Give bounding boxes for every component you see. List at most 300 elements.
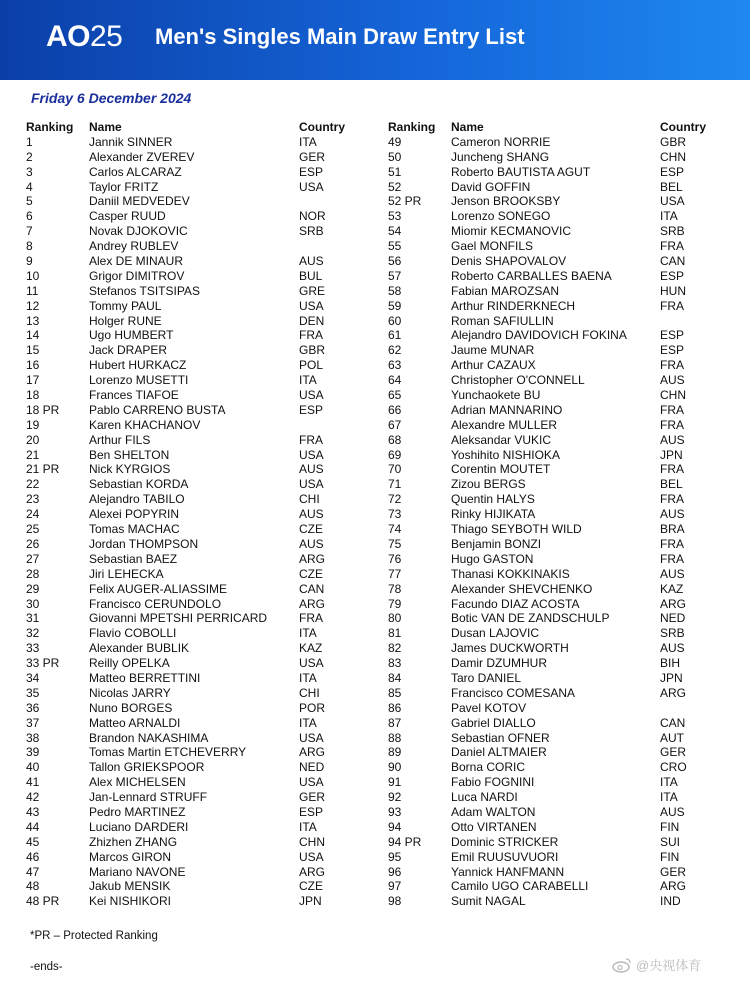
player-name: Andrey RUBLEV xyxy=(89,239,179,254)
ranking-cell: 96 xyxy=(388,864,402,879)
country-code: CZE xyxy=(299,522,323,537)
ranking-cell: 54 xyxy=(388,224,402,239)
country-code: FRA xyxy=(660,536,684,551)
ranking-cell: 84 xyxy=(388,670,402,685)
country-code: SUI xyxy=(660,834,681,849)
ranking-cell: 32 xyxy=(26,626,40,641)
ranking-cell: 5 xyxy=(26,194,33,209)
country-code: ITA xyxy=(299,715,317,730)
country-code: AUS xyxy=(660,641,685,656)
player-name: Damir DZUMHUR xyxy=(451,656,547,671)
player-name: Corentin MOUTET xyxy=(451,462,551,477)
ranking-cell: 60 xyxy=(388,313,402,328)
player-name: Pablo CARRENO BUSTA xyxy=(89,402,226,417)
player-name: Hugo GASTON xyxy=(451,551,534,566)
ranking-cell: 68 xyxy=(388,432,402,447)
player-name: Hubert HURKACZ xyxy=(89,358,187,373)
ranking-cell: 52 xyxy=(388,179,402,194)
ranking-cell: 48 xyxy=(26,879,40,894)
ranking-cell: 61 xyxy=(388,328,402,343)
country-code: ITA xyxy=(299,134,317,149)
ranking-cell: 69 xyxy=(388,447,402,462)
player-name: Sebastian OFNER xyxy=(451,730,550,745)
player-name: Brandon NAKASHIMA xyxy=(89,730,209,745)
ranking-cell: 79 xyxy=(388,596,402,611)
player-name: Aleksandar VUKIC xyxy=(451,432,552,447)
player-name: Christopher O'CONNELL xyxy=(451,373,585,388)
ranking-cell: 41 xyxy=(26,775,40,790)
player-name: Roman SAFIULLIN xyxy=(451,313,554,328)
ranking-cell: 22 xyxy=(26,477,40,492)
country-code: USA xyxy=(299,775,324,790)
header-banner xyxy=(0,0,750,80)
ranking-cell: 64 xyxy=(388,373,402,388)
country-code: ARG xyxy=(660,879,687,894)
country-code: CHI xyxy=(299,685,320,700)
ranking-header: Ranking xyxy=(26,120,74,134)
player-name: Miomir KECMANOVIC xyxy=(451,224,572,239)
player-name: Taylor FRITZ xyxy=(89,179,159,194)
country-code: CHN xyxy=(660,149,686,164)
player-name: Botic VAN DE ZANDSCHULP xyxy=(451,611,610,626)
ranking-cell: 34 xyxy=(26,670,40,685)
ranking-cell: 47 xyxy=(26,864,40,879)
ranking-cell: 33 PR xyxy=(26,656,60,671)
country-code: JPN xyxy=(660,447,683,462)
player-name: Mariano NAVONE xyxy=(89,864,186,879)
country-code: USA xyxy=(299,849,324,864)
player-name: Felix AUGER-ALIASSIME xyxy=(89,581,228,596)
player-name: Sebastian KORDA xyxy=(89,477,189,492)
country-code: ARG xyxy=(299,551,326,566)
player-name: Adam WALTON xyxy=(451,804,536,819)
country-code: HUN xyxy=(660,283,686,298)
country-code: USA xyxy=(299,656,324,671)
country-code: AUS xyxy=(299,507,324,522)
player-name: David GOFFIN xyxy=(451,179,531,194)
country-code: FRA xyxy=(660,298,684,313)
country-code: CZE xyxy=(299,566,323,581)
ranking-cell: 73 xyxy=(388,507,402,522)
ranking-cell: 21 xyxy=(26,447,40,462)
player-name: Dusan LAJOVIC xyxy=(451,626,540,641)
player-name: Frances TIAFOE xyxy=(89,388,179,403)
player-name: Tommy PAUL xyxy=(89,298,162,313)
player-name: Roberto CARBALLES BAENA xyxy=(451,268,612,283)
document-date: Friday 6 December 2024 xyxy=(31,90,192,106)
country-code: GRE xyxy=(299,283,326,298)
player-name: Jack DRAPER xyxy=(89,343,168,358)
player-name: Zhizhen ZHANG xyxy=(89,834,178,849)
country-code: POR xyxy=(299,700,326,715)
ranking-cell: 26 xyxy=(26,536,40,551)
ranking-cell: 87 xyxy=(388,715,402,730)
country-code: ARG xyxy=(299,745,326,760)
ranking-cell: 52 PR xyxy=(388,194,422,209)
player-name: Matteo BERRETTINI xyxy=(89,670,201,685)
country-code: FRA xyxy=(660,402,684,417)
country-code: USA xyxy=(299,447,324,462)
country-code: CHN xyxy=(660,388,686,403)
ranking-cell: 40 xyxy=(26,760,40,775)
player-name: Yannick HANFMANN xyxy=(451,864,565,879)
ranking-cell: 59 xyxy=(388,298,402,313)
country-code: USA xyxy=(299,388,324,403)
ranking-cell: 44 xyxy=(26,819,40,834)
player-name: Alejandro TABILO xyxy=(89,492,185,507)
ranking-cell: 13 xyxy=(26,313,40,328)
player-name: Stefanos TSITSIPAS xyxy=(89,283,200,298)
ranking-cell: 94 PR xyxy=(388,834,422,849)
ranking-cell: 18 xyxy=(26,388,40,403)
country-code: CAN xyxy=(660,715,686,730)
country-code: ESP xyxy=(660,328,685,343)
player-name: Rinky HIJIKATA xyxy=(451,507,536,522)
player-name: Lorenzo SONEGO xyxy=(451,209,551,224)
player-name: James DUCKWORTH xyxy=(451,641,569,656)
ranking-cell: 6 xyxy=(26,209,33,224)
player-name: Tallon GRIEKSPOOR xyxy=(89,760,205,775)
ranking-cell: 48 PR xyxy=(26,894,60,909)
ranking-cell: 72 xyxy=(388,492,402,507)
country-code: USA xyxy=(299,298,324,313)
country-code: AUS xyxy=(660,373,685,388)
player-name: Thanasi KOKKINAKIS xyxy=(451,566,570,581)
ranking-cell: 42 xyxy=(26,790,40,805)
country-code: CHI xyxy=(299,492,320,507)
ranking-cell: 56 xyxy=(388,254,402,269)
player-name: Adrian MANNARINO xyxy=(451,402,563,417)
ranking-cell: 12 xyxy=(26,298,40,313)
weibo-icon xyxy=(612,957,632,973)
player-name: Matteo ARNALDI xyxy=(89,715,181,730)
ranking-cell: 11 xyxy=(26,283,39,298)
ranking-cell: 65 xyxy=(388,388,402,403)
ranking-cell: 21 PR xyxy=(26,462,60,477)
ranking-cell: 17 xyxy=(26,373,40,388)
ao25-logo: AO25 xyxy=(46,20,123,53)
player-name: Jan-Lennard STRUFF xyxy=(89,790,208,805)
player-name: Daniil MEDVEDEV xyxy=(89,194,190,209)
ranking-cell: 93 xyxy=(388,804,402,819)
country-code: NED xyxy=(660,611,686,626)
country-code: CZE xyxy=(299,879,323,894)
country-code: FRA xyxy=(660,417,684,432)
country-code: ITA xyxy=(299,819,317,834)
player-name: Carlos ALCARAZ xyxy=(89,164,182,179)
ranking-cell: 3 xyxy=(26,164,33,179)
country-code: SRB xyxy=(660,224,685,239)
ranking-cell: 27 xyxy=(26,551,40,566)
country-code: AUS xyxy=(299,254,324,269)
player-name: Lorenzo MUSETTI xyxy=(89,373,189,388)
ranking-cell: 25 xyxy=(26,522,40,537)
player-name: Casper RUUD xyxy=(89,209,166,224)
ranking-cell: 14 xyxy=(26,328,40,343)
country-code: ITA xyxy=(299,626,317,641)
ranking-cell: 46 xyxy=(26,849,40,864)
country-code: AUT xyxy=(660,730,684,745)
player-name: Yunchaokete BU xyxy=(451,388,541,403)
player-name: Alexander SHEVCHENKO xyxy=(451,581,593,596)
country-code: FRA xyxy=(660,492,684,507)
player-name: Grigor DIMITROV xyxy=(89,268,185,283)
player-name: Cameron NORRIE xyxy=(451,134,551,149)
country-code: ESP xyxy=(660,164,685,179)
player-name: Jiri LEHECKA xyxy=(89,566,164,581)
country-code: POL xyxy=(299,358,324,373)
country-code: AUS xyxy=(299,462,324,477)
player-name: Jenson BROOKSBY xyxy=(451,194,561,209)
ranking-cell: 1 xyxy=(26,134,33,149)
player-name: Thiago SEYBOTH WILD xyxy=(451,522,582,537)
ranking-cell: 50 xyxy=(388,149,402,164)
country-code: ESP xyxy=(660,268,685,283)
player-name: Flavio COBOLLI xyxy=(89,626,177,641)
ranking-cell: 29 xyxy=(26,581,40,596)
ranking-cell: 15 xyxy=(26,343,40,358)
country-code: GER xyxy=(660,864,687,879)
player-name: Jaume MUNAR xyxy=(451,343,535,358)
ranking-cell: 70 xyxy=(388,462,402,477)
ranking-cell: 98 xyxy=(388,894,402,909)
player-name: Zizou BERGS xyxy=(451,477,526,492)
player-name: Arthur CAZAUX xyxy=(451,358,536,373)
ranking-cell: 16 xyxy=(26,358,40,373)
ranking-cell: 67 xyxy=(388,417,402,432)
ranking-cell: 23 xyxy=(26,492,40,507)
ranking-cell: 71 xyxy=(388,477,402,492)
player-name: Alex DE MINAUR xyxy=(89,254,184,269)
ranking-cell: 18 PR xyxy=(26,402,60,417)
country-code: CHN xyxy=(299,834,325,849)
country-code: BIH xyxy=(660,656,681,671)
country-code: CAN xyxy=(660,254,686,269)
player-name: Daniel ALTMAIER xyxy=(451,745,547,760)
player-name: Gael MONFILS xyxy=(451,239,534,254)
ranking-cell: 58 xyxy=(388,283,402,298)
name-header: Name xyxy=(451,120,484,134)
name-header: Name xyxy=(89,120,122,134)
country-header: Country xyxy=(660,120,706,134)
country-code: AUS xyxy=(660,432,685,447)
watermark-text: @央视体育 xyxy=(636,958,702,973)
ranking-cell: 94 xyxy=(388,819,402,834)
country-code: USA xyxy=(660,194,685,209)
player-name: Camilo UGO CARABELLI xyxy=(451,879,589,894)
country-code: BEL xyxy=(660,477,683,492)
country-code: ITA xyxy=(299,670,317,685)
country-code: KAZ xyxy=(660,581,684,596)
ranking-cell: 88 xyxy=(388,730,402,745)
country-code: FRA xyxy=(660,551,684,566)
ranking-cell: 92 xyxy=(388,790,402,805)
country-code: BRA xyxy=(660,522,685,537)
country-code: ARG xyxy=(299,596,326,611)
ranking-cell: 82 xyxy=(388,641,402,656)
ranking-cell: 78 xyxy=(388,581,402,596)
ranking-cell: 53 xyxy=(388,209,402,224)
country-code: GBR xyxy=(299,343,326,358)
ranking-cell: 39 xyxy=(26,745,40,760)
ranking-cell: 90 xyxy=(388,760,402,775)
country-code: ESP xyxy=(299,164,324,179)
country-code: KAZ xyxy=(299,641,323,656)
player-name: Emil RUUSUVUORI xyxy=(451,849,559,864)
player-name: Taro DANIEL xyxy=(451,670,522,685)
player-name: Roberto BAUTISTA AGUT xyxy=(451,164,591,179)
ranking-cell: 19 xyxy=(26,417,40,432)
country-header: Country xyxy=(299,120,345,134)
player-name: Novak DJOKOVIC xyxy=(89,224,188,239)
ranking-cell: 9 xyxy=(26,254,33,269)
ranking-cell: 74 xyxy=(388,522,402,537)
player-name: Alex MICHELSEN xyxy=(89,775,186,790)
ranking-cell: 83 xyxy=(388,656,402,671)
ranking-cell: 35 xyxy=(26,685,40,700)
player-name: Nick KYRGIOS xyxy=(89,462,171,477)
country-code: FRA xyxy=(299,432,323,447)
player-name: Francisco COMESANA xyxy=(451,685,576,700)
ranking-header: Ranking xyxy=(388,120,436,134)
ranking-cell: 66 xyxy=(388,402,402,417)
country-code: NOR xyxy=(299,209,326,224)
country-code: AUS xyxy=(660,507,685,522)
ranking-cell: 95 xyxy=(388,849,402,864)
country-code: AUS xyxy=(660,566,685,581)
ranking-cell: 28 xyxy=(26,566,40,581)
player-name: Nicolas JARRY xyxy=(89,685,171,700)
ranking-cell: 91 xyxy=(388,775,402,790)
country-code: FIN xyxy=(660,849,680,864)
country-code: ESP xyxy=(660,343,685,358)
ranking-cell: 37 xyxy=(26,715,40,730)
country-code: USA xyxy=(299,179,324,194)
country-code: AUS xyxy=(299,536,324,551)
ranking-cell: 33 xyxy=(26,641,40,656)
country-code: FRA xyxy=(660,239,684,254)
player-name: Ugo HUMBERT xyxy=(89,328,174,343)
country-code: ITA xyxy=(299,373,317,388)
player-name: Ben SHELTON xyxy=(89,447,170,462)
ranking-cell: 20 xyxy=(26,432,40,447)
ranking-cell: 36 xyxy=(26,700,40,715)
ranking-cell: 43 xyxy=(26,804,40,819)
ranking-cell: 51 xyxy=(388,164,402,179)
player-name: Luciano DARDERI xyxy=(89,819,189,834)
country-code: FRA xyxy=(299,328,323,343)
country-code: ITA xyxy=(660,790,678,805)
player-name: Alexander ZVEREV xyxy=(89,149,195,164)
country-code: BEL xyxy=(660,179,683,194)
country-code: GER xyxy=(299,790,326,805)
player-name: Arthur RINDERKNECH xyxy=(451,298,576,313)
country-code: USA xyxy=(299,730,324,745)
ranking-cell: 8 xyxy=(26,239,33,254)
ranking-cell: 97 xyxy=(388,879,402,894)
footnote: *PR – Protected Ranking xyxy=(30,930,158,942)
country-code: CAN xyxy=(299,581,325,596)
country-code: SRB xyxy=(299,224,324,239)
player-name: Giovanni MPETSHI PERRICARD xyxy=(89,611,268,626)
country-code: SRB xyxy=(660,626,685,641)
player-name: Borna CORIC xyxy=(451,760,526,775)
page-title: Men's Singles Main Draw Entry List xyxy=(155,24,525,49)
player-name: Juncheng SHANG xyxy=(451,149,550,164)
player-name: Sebastian BAEZ xyxy=(89,551,178,566)
country-code: GBR xyxy=(660,134,687,149)
country-code: ARG xyxy=(660,596,687,611)
country-code: ITA xyxy=(660,209,678,224)
country-code: GER xyxy=(660,745,687,760)
country-code: JPN xyxy=(299,894,322,909)
ends-marker: -ends- xyxy=(30,961,63,973)
player-name: Karen KHACHANOV xyxy=(89,417,201,432)
player-name: Alexei POPYRIN xyxy=(89,507,180,522)
player-name: Jordan THOMPSON xyxy=(89,536,199,551)
player-name: Kei NISHIKORI xyxy=(89,894,172,909)
player-name: Benjamin BONZI xyxy=(451,536,542,551)
ranking-cell: 76 xyxy=(388,551,402,566)
player-name: Alexandre MULLER xyxy=(451,417,558,432)
player-name: Reilly OPELKA xyxy=(89,656,170,671)
ranking-cell: 77 xyxy=(388,566,402,581)
country-code: ITA xyxy=(660,775,678,790)
player-name: Tomas Martin ETCHEVERRY xyxy=(89,745,247,760)
ranking-cell: 24 xyxy=(26,507,40,522)
ranking-cell: 38 xyxy=(26,730,40,745)
player-name: Jakub MENSIK xyxy=(89,879,171,894)
ranking-cell: 49 xyxy=(388,134,402,149)
player-name: Denis SHAPOVALOV xyxy=(451,254,567,269)
ranking-cell: 62 xyxy=(388,343,402,358)
player-name: Fabio FOGNINI xyxy=(451,775,535,790)
player-name: Dominic STRICKER xyxy=(451,834,559,849)
player-name: Yoshihito NISHIOKA xyxy=(451,447,560,462)
country-code: ARG xyxy=(660,685,687,700)
ranking-cell: 7 xyxy=(26,224,33,239)
ranking-cell: 86 xyxy=(388,700,402,715)
player-name: Alexander BUBLIK xyxy=(89,641,190,656)
player-name: Sumit NAGAL xyxy=(451,894,526,909)
ranking-cell: 81 xyxy=(388,626,402,641)
ranking-cell: 30 xyxy=(26,596,40,611)
player-name: Luca NARDI xyxy=(451,790,518,805)
country-code: FIN xyxy=(660,819,680,834)
ranking-cell: 2 xyxy=(26,149,33,164)
watermark xyxy=(612,955,701,974)
player-name: Arthur FILS xyxy=(89,432,151,447)
ranking-cell: 57 xyxy=(388,268,402,283)
country-code: AUS xyxy=(660,804,685,819)
country-code: JPN xyxy=(660,670,683,685)
country-code: GER xyxy=(299,149,326,164)
ranking-cell: 4 xyxy=(26,179,33,194)
player-name: Facundo DIAZ ACOSTA xyxy=(451,596,580,611)
player-name: Pavel KOTOV xyxy=(451,700,527,715)
country-code: USA xyxy=(299,477,324,492)
country-code: DEN xyxy=(299,313,325,328)
player-name: Holger RUNE xyxy=(89,313,162,328)
country-code: BUL xyxy=(299,268,323,283)
ranking-cell: 85 xyxy=(388,685,402,700)
player-name: Quentin HALYS xyxy=(451,492,535,507)
player-name: Alejandro DAVIDOVICH FOKINA xyxy=(451,328,627,343)
country-code: IND xyxy=(660,894,681,909)
ranking-cell: 55 xyxy=(388,239,402,254)
country-code: FRA xyxy=(299,611,323,626)
player-name: Tomas MACHAC xyxy=(89,522,180,537)
